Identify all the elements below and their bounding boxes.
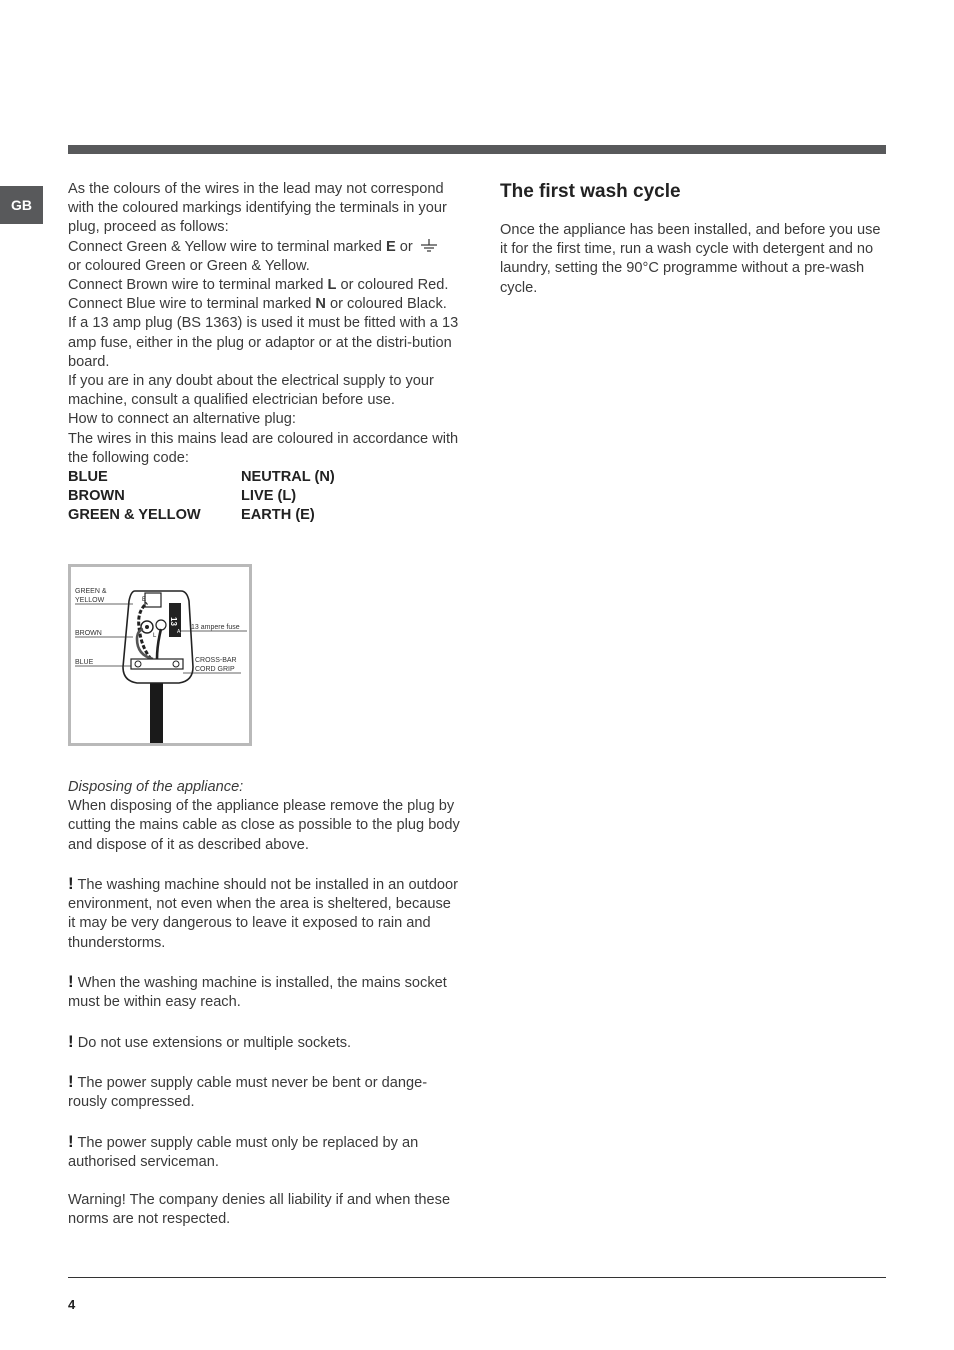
first-wash-section (500, 180, 888, 298)
wiring-instructions (68, 180, 460, 526)
brown-label: BROWN (75, 630, 102, 637)
fuse-unit: A (177, 629, 181, 635)
brown-wire-instruction: Connect Brown wire to terminal marked L or coloured Red. (68, 277, 449, 294)
wire-code-row: BROWN LIVE (L) (68, 488, 297, 505)
footer-rule (68, 1277, 886, 1278)
warning-icon: ! (68, 972, 74, 991)
disposal-body: When disposing of the appliance please remove the plug by cutting the mains cable as close as possible to the plug body and dispose of it as described above. (68, 798, 460, 853)
blue-wire-instruction: Connect Blue wire to terminal marked N or coloured Black. (68, 296, 447, 313)
earth-symbol-icon (419, 239, 439, 253)
disposal-heading: Disposing of the appliance: (68, 779, 244, 795)
wire-code-row: GREEN & YELLOW EARTH (E) (68, 507, 315, 524)
live-terminal (156, 620, 166, 630)
page-number: 4 (68, 1297, 76, 1312)
green-yellow-label: GREEN & (75, 588, 107, 595)
warning-icon: ! (68, 874, 74, 893)
cross-bar-screw (173, 661, 179, 667)
doubt-paragraph: If you are in any doubt about the electrical supply to your machine, consult a qualified electrician before use. (68, 373, 434, 409)
terminal-e: E (385, 238, 396, 255)
disposal-and-warnings (68, 778, 460, 1230)
section-title: The first wash cycle (500, 181, 681, 202)
terminal-l: L (327, 277, 337, 294)
warning-icon: ! (68, 1131, 74, 1151)
warning-icon: ! (68, 1071, 74, 1091)
warning-item: ! When the washing machine is installed, the mains socket must be within easy reach. (68, 972, 447, 1011)
green-wire-instruction: Connect Green & Yellow wire to terminal marked E or or coloured Green or Green & Yellow. (68, 238, 460, 276)
blue-label: BLUE (75, 659, 94, 666)
wire-code-table (68, 468, 460, 526)
earth-terminal (145, 593, 161, 607)
plug-wiring-diagram (68, 564, 252, 746)
warning-icon: ! (68, 1031, 74, 1051)
live-terminal-label: L (153, 633, 157, 639)
fuse-label: 13 ampere fuse (191, 624, 240, 631)
earth-terminal-label: E (142, 597, 147, 603)
cross-bar-screw (135, 661, 141, 667)
warning-item: ! The power supply cable must only be replaced by an authorised serviceman. (68, 1131, 419, 1170)
plug-diagram-svg (71, 567, 249, 743)
warning-item: ! Do not use extensions or multiple sockets. (68, 1031, 352, 1051)
fuse-paragraph: If a 13 amp plug (BS 1363) is used it must be fitted with a 13 amp fuse, either in the plug or adaptor or at the distri-bution board. (68, 315, 459, 370)
warning-item: ! The power supply cable must never be bent or dange-rously compressed. (68, 1071, 428, 1111)
wire-code-row: BLUE NEUTRAL (N) (68, 469, 335, 486)
header-bar (68, 145, 886, 154)
first-wash-body: Once the appliance has been installed, and before you use it for the first time, run a wash cycle with detergent and no laundry, setting the 90°C programme without a pre-wash cycle. (500, 222, 881, 296)
alt-plug-paragraph: How to connect an alternative plug: (68, 411, 296, 428)
crossbar-label: CROSS-BAR (195, 657, 237, 664)
green-yellow-label: YELLOW (75, 597, 105, 604)
language-tab: GB (0, 186, 43, 224)
wires-code-paragraph: The wires in this mains lead are coloured in accordance with the following code: (68, 430, 459, 466)
fuse-rating: 13 (169, 617, 178, 626)
warning-item: ! The washing machine should not be installed in an outdoor environment, not even when the area is sheltered, because it may be very dangerous to leave it exposed to rain and thunderstorms. (68, 874, 458, 951)
terminal-n: N (315, 296, 326, 313)
liability-warning: Warning! The company denies all liability if and when these norms are not respected. (68, 1192, 451, 1228)
neutral-screw (145, 625, 149, 629)
intro-paragraph: As the colours of the wires in the lead may not correspond with the coloured markings identifying the terminals in your plug, proceed as follows: (68, 181, 447, 236)
crossbar-label: CORD GRIP (195, 666, 235, 673)
